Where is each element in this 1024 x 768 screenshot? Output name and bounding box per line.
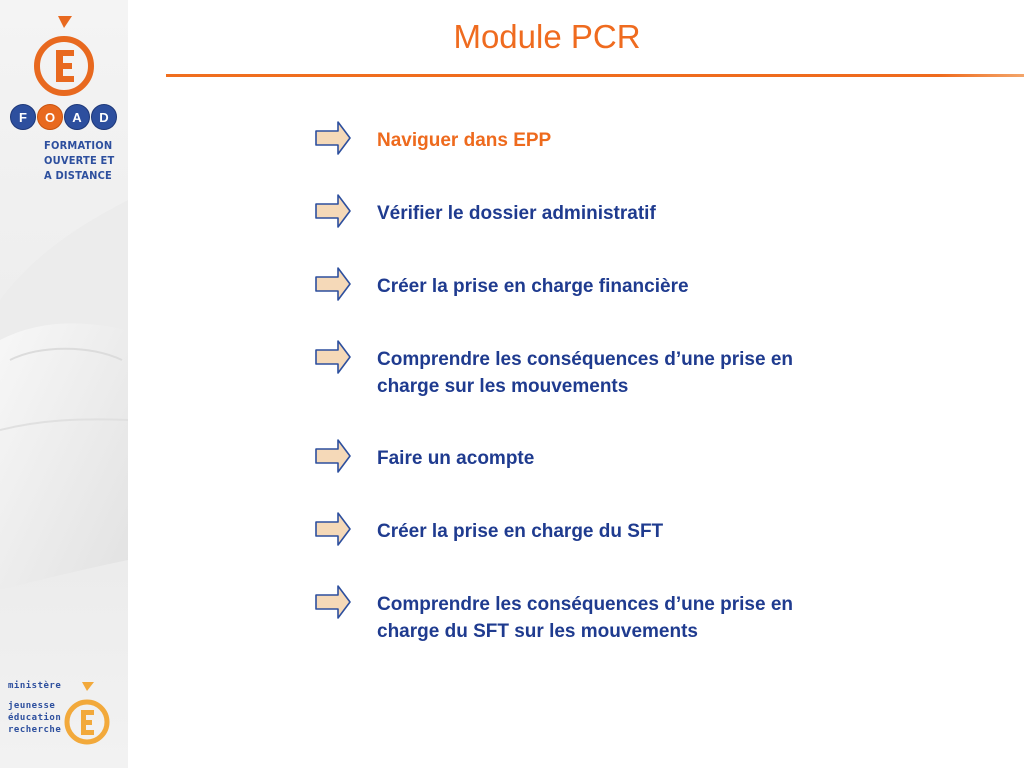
foad-caption [44,138,114,183]
ministere-title: ministère [8,681,62,691]
ministere-e-icon [64,680,110,748]
foad-caption-line: FORMATION [44,139,113,152]
ministere-line: éducation [8,713,62,723]
foad-letter-a: A [64,104,90,130]
foad-letter-f: F [10,104,36,130]
foad-letters [10,104,117,130]
topic-label: Comprendre les conséquences d’une prise en charge sur les mouvements [377,349,794,397]
left-decoration-panel [0,0,128,768]
topic-label: Créer la prise en charge financière [377,276,689,297]
arrow-right-icon [314,266,352,302]
arrow-right-icon [314,438,352,474]
page-title: Module PCR [453,18,641,55]
arrow-right-icon [314,120,352,156]
foad-letter-o: O [37,104,63,130]
foad-caption-line: A DISTANCE [44,169,112,182]
foad-letter-d: D [91,104,117,130]
arrow-right-icon [314,511,352,547]
ministere-line: recherche [8,725,62,735]
topic-label: Naviguer dans EPP [377,130,552,151]
topic-label: Créer la prise en charge du SFT [377,521,664,542]
topic-label: Faire un acompte [377,448,535,469]
ministere-logo [6,678,124,758]
ministere-lines [8,700,61,736]
topic-label: Vérifier le dossier administratif [377,203,656,224]
topic-label: Comprendre les conséquences d’une prise en charge du SFT sur les mouvements [377,594,794,642]
ministere-line: jeunesse [8,701,56,711]
arrow-right-icon [314,339,352,375]
arrow-right-icon [314,584,352,620]
foad-caption-line: OUVERTE ET [44,154,115,167]
title-divider [166,74,1024,77]
arrow-right-icon [314,193,352,229]
